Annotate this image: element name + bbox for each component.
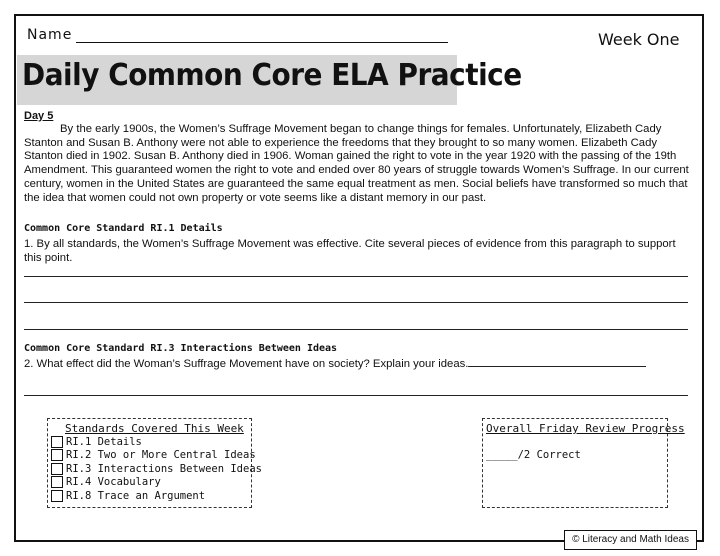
score-text: /2 Correct — [517, 449, 581, 461]
question-2-text: 2. What effect did the Woman’s Suffrage Movement have on society? Explain your ideas. — [24, 358, 469, 370]
checkbox-icon[interactable] — [51, 476, 63, 488]
passage-text: By the early 1900s, the Women’s Suffrage Movement began to change things for females. Unfortunately, Elizabeth Cady Stanton and Susan B. Anthony were not able to experience the freedoms that they brought to so many women. Elizabeth Cady Stanton died in 1902. Susan B. Anthony died in 1906. Woman gained the right to vote in the year 1920 with the passing of the 19th Amendment. This guaranteed women the right to vote and ended over 80 years of struggle towards Women’s Suffrage. In our current century, women in the United States are guaranteed the same equal treatment as men. Social beliefs have transformed so much that the idea that women could not own property or vote seems like a distant memory in our past. — [24, 123, 689, 204]
page-title: Daily Common Core ELA Practice — [22, 58, 522, 93]
name-input-line[interactable] — [76, 42, 448, 43]
question-1: 1. By all standards, the Women’s Suffrage Movement was effective. Cite several pieces of evidence from this paragraph to support this point. — [24, 238, 676, 264]
standard-item[interactable]: RI.8 Trace an Argument — [51, 489, 262, 503]
checkbox-icon[interactable] — [51, 449, 63, 461]
answer-line-2b[interactable] — [24, 395, 688, 396]
copyright-footer: © Literacy and Math Ideas — [564, 530, 697, 550]
answer-line-1a[interactable] — [24, 276, 688, 277]
checkbox-icon[interactable] — [51, 436, 63, 448]
answer-line-2-inline[interactable] — [468, 366, 646, 367]
reading-passage — [24, 123, 696, 205]
standards-box-title: Standards Covered This Week — [65, 422, 244, 435]
answer-line-1c[interactable] — [24, 329, 688, 330]
standard-heading-2: Common Core Standard RI.3 Interactions Between Ideas — [24, 343, 338, 354]
standard-item[interactable]: RI.4 Vocabulary — [51, 476, 262, 490]
checkbox-icon[interactable] — [51, 490, 63, 502]
week-label: Week One — [598, 30, 680, 49]
standards-box — [47, 418, 262, 508]
review-box-title: Overall Friday Review Progress — [486, 422, 685, 435]
review-box — [482, 418, 685, 508]
score-blank[interactable]: _____ — [486, 449, 518, 461]
day-label: Day 5 — [24, 110, 54, 122]
standard-item[interactable]: RI.1 Details — [51, 435, 262, 449]
standard-heading-1: Common Core Standard RI.1 Details — [24, 223, 223, 234]
standard-item[interactable]: RI.3 Interactions Between Ideas — [51, 462, 262, 476]
standards-list — [51, 435, 262, 503]
answer-line-1b[interactable] — [24, 302, 688, 303]
checkbox-icon[interactable] — [51, 463, 63, 475]
question-2 — [24, 357, 646, 371]
standard-item[interactable]: RI.2 Two or More Central Ideas — [51, 449, 262, 463]
review-score — [486, 449, 581, 461]
name-label: Name — [27, 27, 73, 43]
